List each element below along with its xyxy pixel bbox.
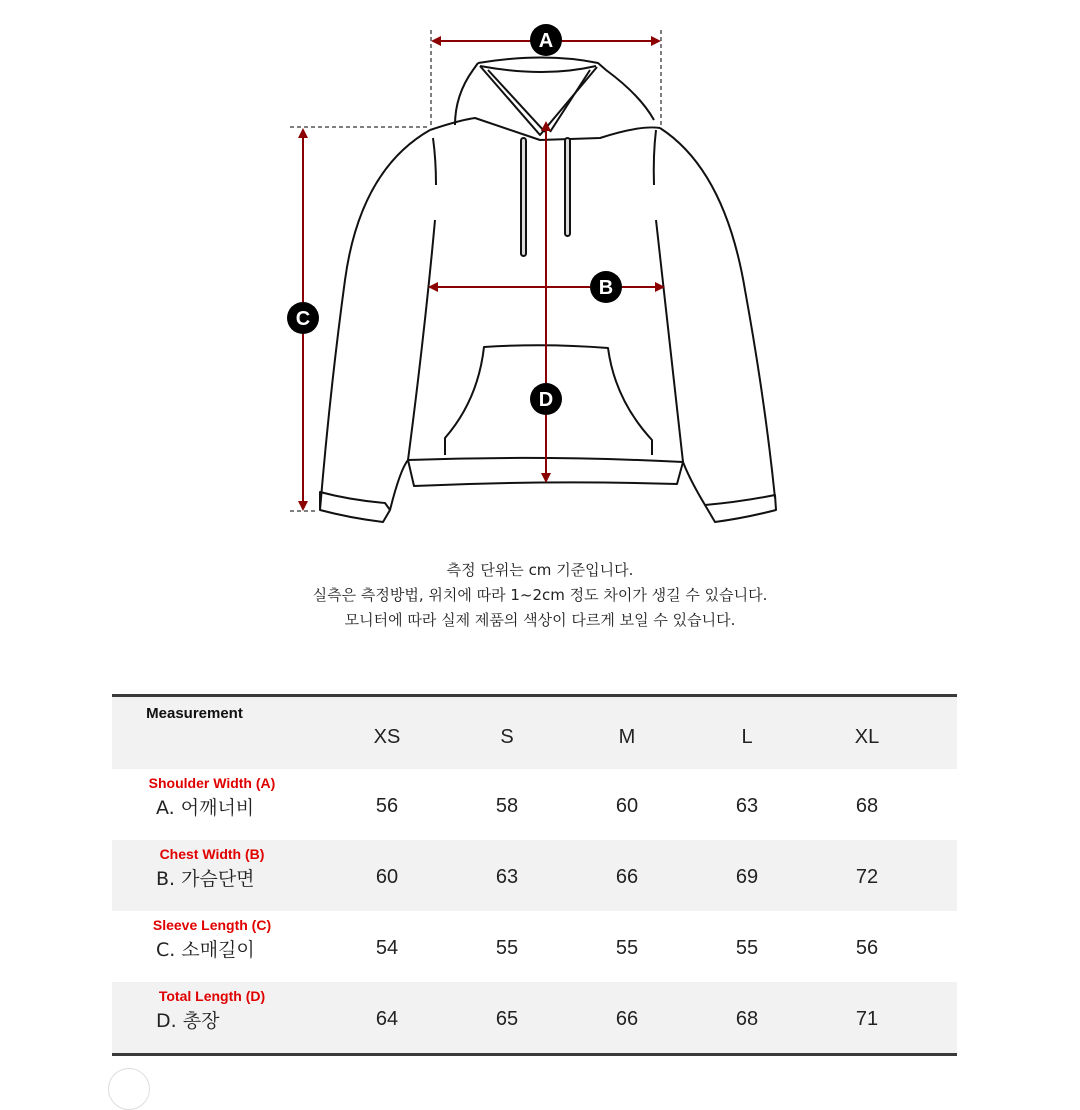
value-m: 66	[615, 1008, 639, 1030]
en-label: Sleeve Length (C)	[152, 917, 272, 933]
value-xs: 56	[375, 795, 399, 817]
hoodie-measurement-diagram	[0, 0, 1080, 540]
marker-b	[590, 271, 622, 303]
table-row-sleeve-length	[112, 911, 957, 982]
en-label: Chest Width (B)	[159, 846, 265, 862]
size-header-l: L	[741, 725, 753, 748]
size-chart-table	[112, 694, 957, 1056]
size-header-xs: XS	[373, 725, 401, 748]
value-l: 68	[735, 1008, 759, 1030]
marker-c	[287, 302, 319, 334]
measurement-header: Measurement	[146, 705, 243, 722]
svg-text:C: C	[295, 308, 311, 330]
value-m: 60	[615, 795, 639, 817]
row-label	[112, 769, 312, 840]
value-s: 63	[495, 866, 519, 888]
kr-label: A. 어깨너비	[156, 797, 255, 819]
value-l: 69	[735, 866, 759, 888]
value-xl: 72	[855, 866, 879, 888]
row-label	[112, 982, 312, 1053]
value-s: 65	[495, 1008, 519, 1030]
value-s: 55	[495, 937, 519, 959]
kr-label: B. 가슴단면	[156, 868, 255, 890]
size-header-xl: XL	[854, 725, 880, 748]
kr-label: D. 총장	[156, 1010, 220, 1032]
table-header-row	[112, 697, 957, 769]
value-m: 55	[615, 937, 639, 959]
value-xs: 64	[375, 1008, 399, 1030]
note-line-1: 측정 단위는 cm 기준입니다.	[446, 561, 634, 579]
value-s: 58	[495, 795, 519, 817]
value-xs: 60	[375, 866, 399, 888]
en-label: Total Length (D)	[158, 988, 266, 1004]
size-header-m: M	[618, 725, 636, 748]
note-line-2: 실측은 측정방법, 위치에 따라 1~2cm 정도 차이가 생길 수 있습니다.	[312, 586, 768, 604]
size-header-s: S	[500, 725, 514, 748]
value-xl: 68	[855, 795, 879, 817]
row-label	[112, 840, 312, 911]
svg-text:B: B	[598, 277, 614, 299]
value-l: 55	[735, 937, 759, 959]
value-xl: 56	[855, 937, 879, 959]
value-m: 66	[615, 866, 639, 888]
table-row-total-length	[112, 982, 957, 1053]
partial-circle-decoration	[108, 1068, 150, 1110]
measurement-notes	[0, 558, 1080, 633]
marker-d	[530, 383, 562, 415]
note-line-3: 모니터에 따라 실제 제품의 색상이 다르게 보일 수 있습니다.	[344, 611, 736, 629]
svg-text:D: D	[538, 389, 554, 411]
table-row-chest-width	[112, 840, 957, 911]
value-l: 63	[735, 795, 759, 817]
table-row-shoulder-width	[112, 769, 957, 840]
value-xs: 54	[375, 937, 399, 959]
marker-a	[530, 24, 562, 56]
value-xl: 71	[855, 1008, 879, 1030]
row-label	[112, 911, 312, 982]
en-label: Shoulder Width (A)	[148, 775, 276, 791]
svg-text:A: A	[538, 30, 554, 52]
kr-label: C. 소매길이	[156, 939, 255, 961]
